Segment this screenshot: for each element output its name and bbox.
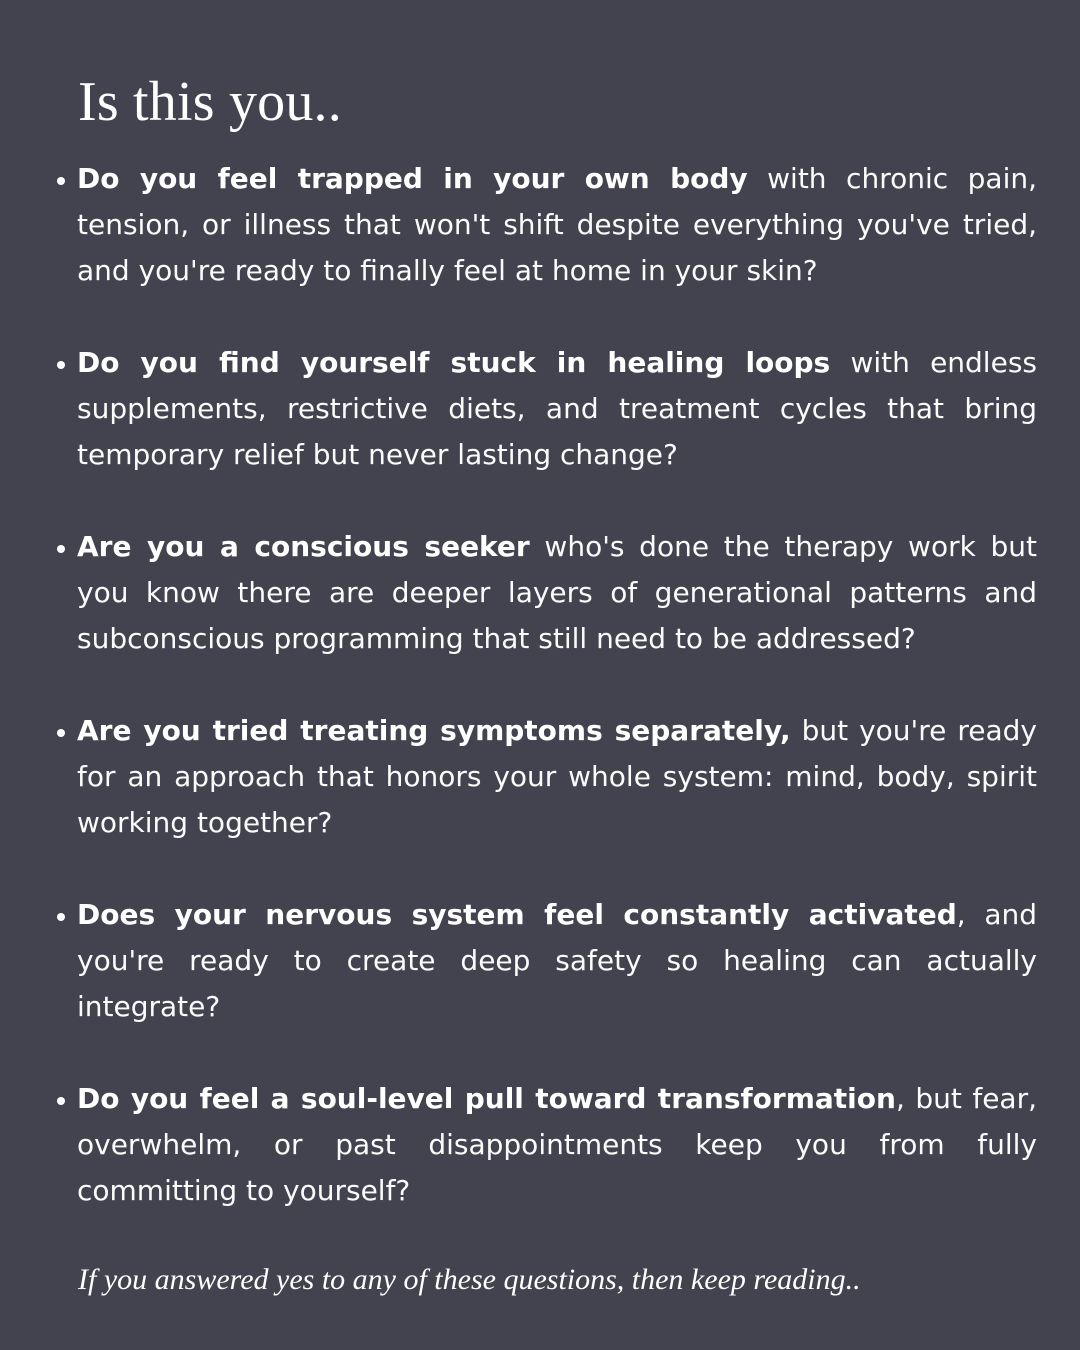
question-body-text: who's done the therapy work but you know there are deeper layers of generational patterns and subconscious programming that still need to be addressed? [77,530,1038,655]
question-item [77,524,1037,708]
question-body-text: with chronic pain, tension, or illness that won't shift despite everything you've tried, and you're ready to finally feel at home in your skin? [77,162,1037,287]
question-list [77,156,1037,1260]
question-bold-text: Do you find yourself stuck in healing loops [77,346,831,379]
question-item [77,340,1037,524]
question-body-text: but you're ready for an approach that honors your whole system: mind, body, spirit working together? [77,714,1037,839]
question-item [77,892,1037,1076]
closing-text: If you answered yes to any of these questions, then keep reading.. [78,1263,861,1296]
question-bold-text: Do you feel a soul-level pull toward transformation [77,1082,896,1115]
question-body-text: , but fear, overwhelm, or past disappointments keep you from fully committing to yourself? [77,1082,1037,1207]
question-bold-text: Are you tried treating symptoms separately, [77,714,791,747]
question-item [77,156,1037,340]
question-item [77,1076,1037,1260]
question-bold-text: Are you a conscious seeker [77,530,530,563]
question-body-text: , and you're ready to create deep safety so healing can actually integrate? [77,898,1037,1023]
page-title: Is this you.. [78,71,342,133]
question-item [77,708,1037,892]
question-body-text: with endless supplements, restrictive diets, and treatment cycles that bring temporary relief but never lasting change? [77,346,1037,471]
question-bold-text: Do you feel trapped in your own body [77,162,748,195]
question-bold-text: Does your nervous system feel constantly activated [77,898,957,931]
